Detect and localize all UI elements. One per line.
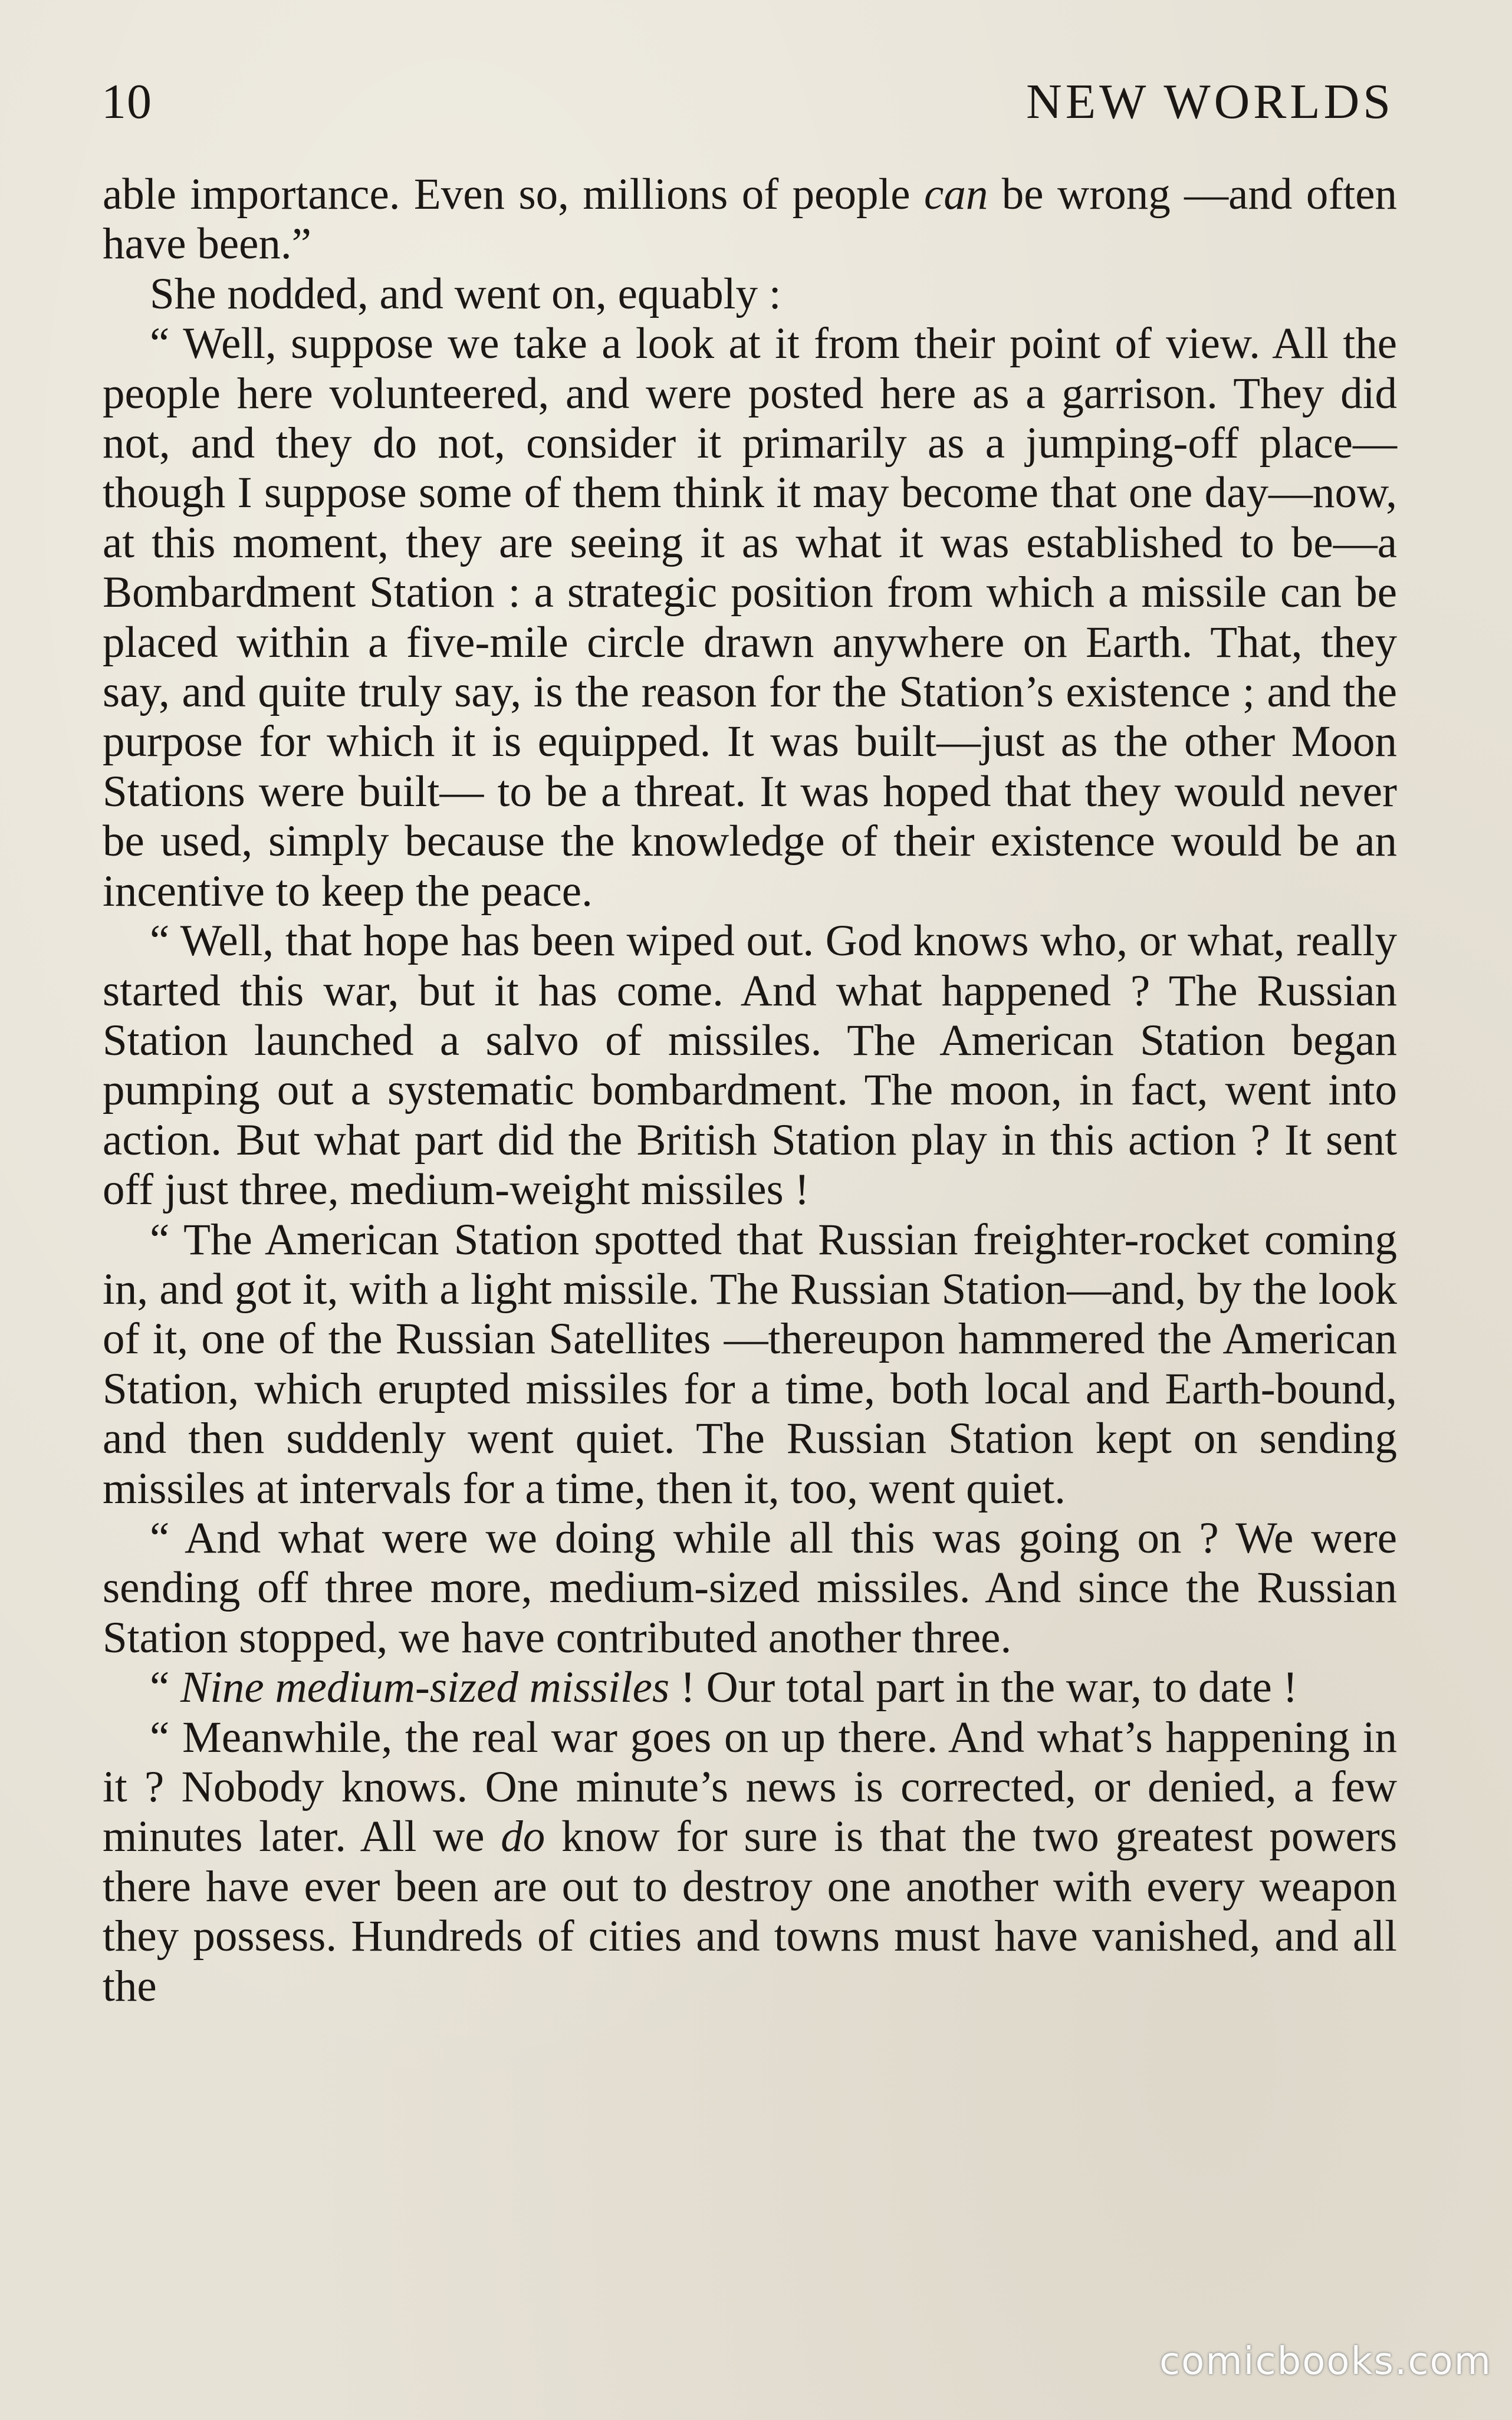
text-run: know for sure is that the two greatest powers there have ever been are out to destroy one another with every weapon they possess. Hundreds of cities and towns must have vanished, and all the bbox=[103, 1812, 1398, 2011]
paragraph bbox=[103, 269, 1397, 319]
text-run: be wrong —and often have been.” bbox=[103, 170, 1397, 269]
text-run: “ Meanwhile, the real war goes on up there. And what’s happening in it ? Nobody knows. One minute’s news is corrected, or denied, a few minutes later. All we bbox=[103, 1712, 1397, 1862]
paragraph bbox=[103, 1215, 1397, 1514]
paragraph bbox=[103, 1713, 1397, 2011]
paragraph bbox=[103, 1663, 1397, 1712]
paragraph bbox=[103, 319, 1397, 916]
paragraph bbox=[103, 170, 1397, 269]
page-number: 10 bbox=[101, 74, 152, 129]
journal-title: NEW WORLDS bbox=[1026, 74, 1394, 129]
text-run: ! Our total part in the war, to date ! bbox=[669, 1663, 1298, 1712]
watermark: comicbooks.com bbox=[1159, 2340, 1492, 2383]
italic-text: do bbox=[501, 1812, 545, 1862]
paragraph bbox=[103, 916, 1397, 1215]
text-run: She nodded, and went on, equably : bbox=[150, 269, 781, 318]
text-run: “ The American Station spotted that Russian freighter-rocket coming in, and got it, with a light missile. The Russian Station—and, by the look of it, one of the Russian Satellites —thereupon hammered the American Station, which erupted missiles for a time, both local and Earth-bound, and then suddenly went quiet. The Russian Station kept on sending missiles at intervals for a time, then it, too, went quiet. bbox=[103, 1215, 1397, 1513]
body-text bbox=[103, 170, 1397, 2011]
text-run: “ And what were we doing while all this was going on ? We were sending off three more, medium-sized missiles. And since the Russian Station stopped, we have contributed another three. bbox=[103, 1513, 1397, 1662]
italic-text: Nine medium-sized missiles bbox=[180, 1663, 670, 1712]
italic-text: can bbox=[924, 170, 988, 219]
text-run: “ Well, that hope has been wiped out. God knows who, or what, really started this war, but it has come. And what happened ? The Russian Station launched a salvo of missiles. The American Station began pumping out a systematic bombardment. The moon, in fact, went into action. But what part did the British Station play in this action ? It sent off just three, medium-weight missiles ! bbox=[103, 916, 1397, 1215]
text-run: able importance. Even so, millions of people bbox=[103, 170, 925, 219]
paragraph bbox=[103, 1514, 1397, 1663]
running-head bbox=[101, 70, 1394, 134]
text-run: “ Well, suppose we take a look at it from their point of view. All the people here volunteered, and were posted here as a garrison. They did not, and they do not, consider it primarily as a jumping-off place—though I suppose some of them think it may become that one day—now, at this moment, they are seeing it as what it was established to be—a Bombardment Station : a strategic position from which a missile can be placed within a five-mile circle drawn anywhere on Earth. That, they say, and quite truly say, is the reason for the Station’s existence ; and the purpose for which it is equipped. It was built—just as the other Moon Stations were built— to be a threat. It was hoped that they would never be used, simply because the knowledge of their existence would be an incentive to keep the peace. bbox=[103, 319, 1397, 916]
text-run: “ bbox=[150, 1663, 181, 1712]
